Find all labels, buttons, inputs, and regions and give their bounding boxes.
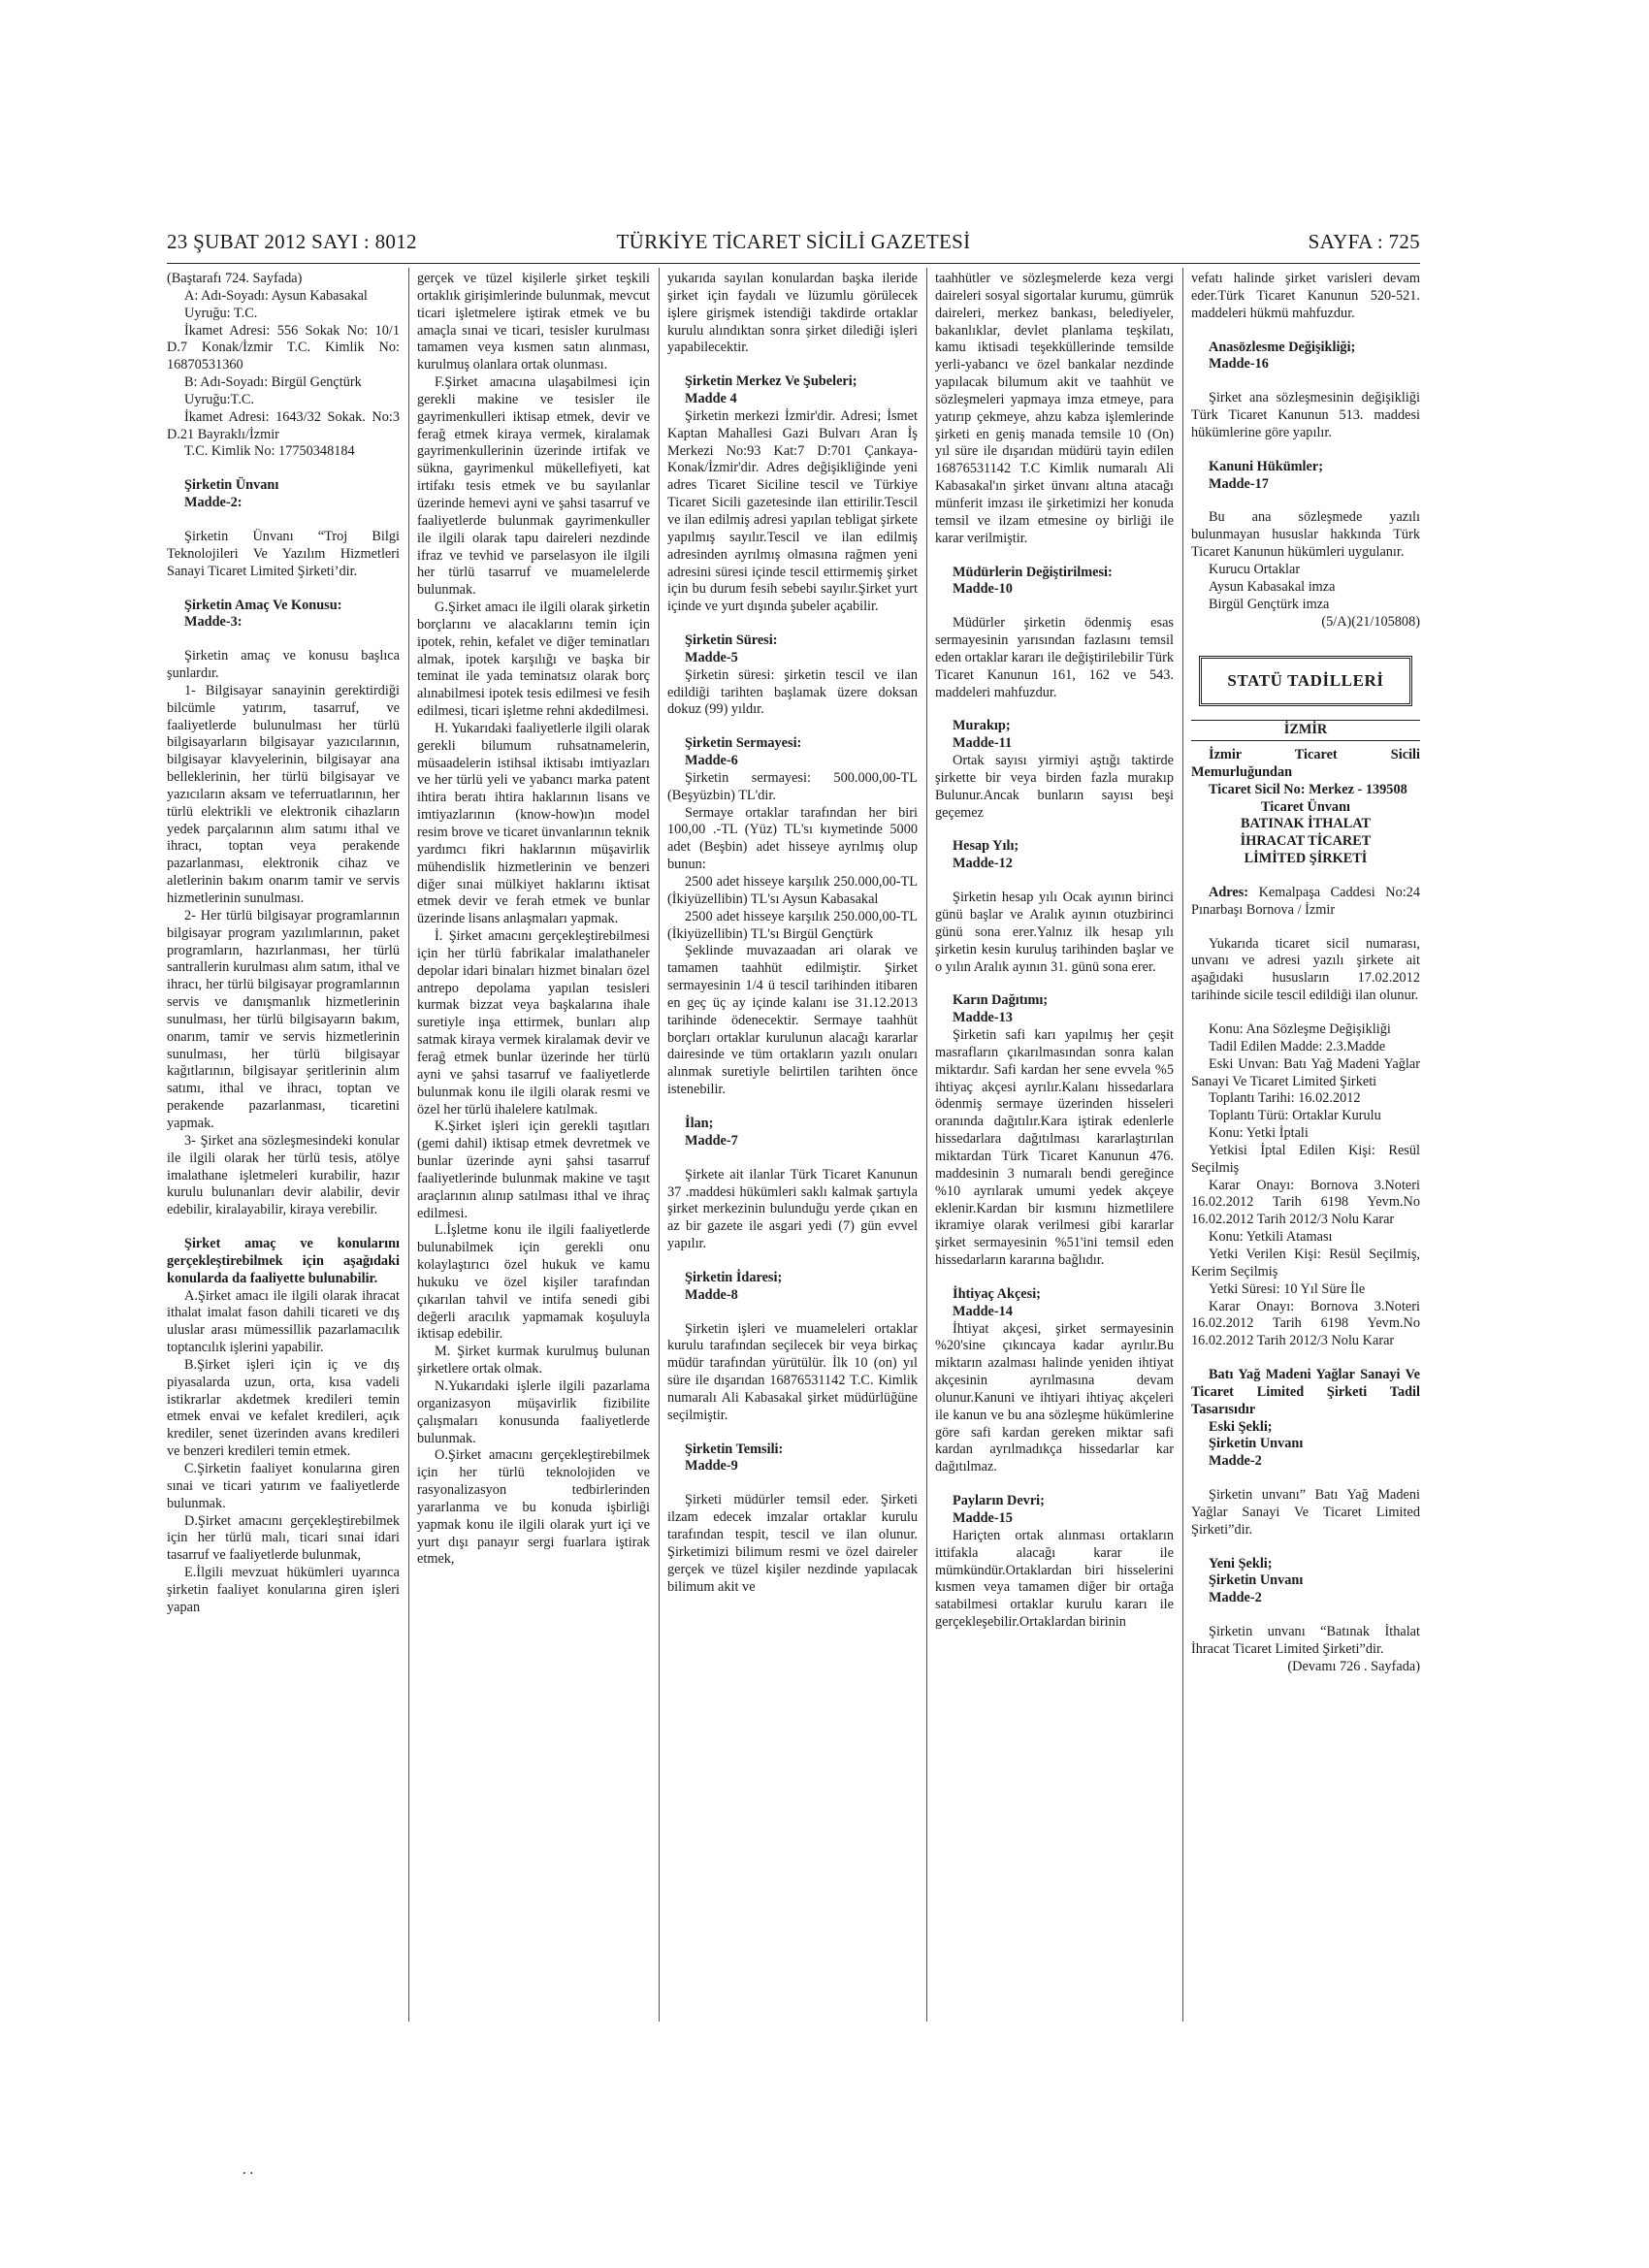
section-heading: Hesap Yılı; <box>953 838 1019 855</box>
section-heading: Eski Şekli; <box>1209 1418 1273 1435</box>
paragraph: Şeklinde muvazaadan ari olarak ve tamamen taahhüt edilmiştir. Şirket sermayesinin 1/4 ü tescil tarihinden itibaren en geç üç ay içinde kalanı ise 31.12.2013 tarihinde ödenecektir. Sermaye taahhüt borçları ortaklar kurulunun alacağı kararlar dairesinde ve tüm ortakların yazılı onuları alınmak suretiyle belirtilen tarihten önce istenebilir. <box>667 943 918 1098</box>
paragraph: E.İlgili mevzuat hükümleri uyarınca şirketin faaliyet konularına giren işleri yapan <box>167 1565 400 1615</box>
article-number: Madde-6 <box>685 753 738 769</box>
article-number: Madde-2 <box>1209 1453 1262 1470</box>
paragraph: Şirketin amaç ve konusu başlıca şunlardır. <box>167 648 400 682</box>
registry-entry: Toplantı Tarihi: 16.02.2012 <box>1209 1090 1361 1107</box>
section-heading: Müdürlerin Değiştirilmesi: <box>953 564 1113 580</box>
article-number: Madde-7 <box>685 1132 738 1149</box>
page-number: SAYFA : 725 <box>1308 230 1420 253</box>
column-4 <box>935 271 1174 2046</box>
paragraph: D.Şirket amacını gerçekleştirebilmek için her türlü malı, ticari sınai idari tasarruf ve faaliyetlerde bulunmak, <box>167 1512 400 1564</box>
section-heading: Şirketin Sermayesi: <box>685 735 802 752</box>
founder-a-name: A: Adı-Soyadı: Aysun Kabasakal <box>184 287 368 304</box>
column-divider <box>1182 268 1183 2022</box>
paragraph: C.Şirketin faaliyet konularına giren sınai ve ticari yatırım ve faaliyetlerde bulunmak. <box>167 1461 400 1511</box>
address-label: Adres: <box>1209 884 1249 900</box>
registry-entry: Konu: Ana Sözleşme Değişikliği <box>1209 1021 1391 1037</box>
section-heading: İhtiyaç Akçesi; <box>953 1285 1041 1302</box>
registry-entry: Yetki Süresi: 10 Yıl Süre İle <box>1209 1280 1366 1297</box>
paragraph: B.Şirket işleri için iç ve dış piyasalarda uzun, orta, kısa vadeli istikrarlar akdetmek kredileri temin etmek envai ve kefalet kredileri, açık krediler, senet üzerinden avans kredileri ve benzeri kredileri temin etmek. <box>167 1356 400 1460</box>
header-rule <box>167 263 1420 264</box>
paragraph: vefatı halinde şirket varisleri devam eder.Türk Ticaret Kanunun 520-521. maddeleri hükmü mahfuzdur. <box>1191 271 1420 321</box>
paragraph: M. Şirket kurmak kurulmuş bulunan şirketlere ortak olmak. <box>417 1344 650 1377</box>
section-heading: Şirketin Amaç Ve Konusu: <box>184 597 342 613</box>
section-heading: Şirket amaç ve konularını gerçekleştirebilmek için aşağıdaki konularda da faaliyette bulunabilir. <box>167 1236 400 1286</box>
section-heading: Kanuni Hükümler; <box>1209 458 1323 474</box>
paragraph: Sermaye ortaklar tarafından her biri 100,00 .-TL (Yüz) TL'sı kıymetinde 5000 adet (Beşbin) adet hisseye ayrılmış olup bunun: <box>667 804 918 873</box>
paragraph: taahhütler ve sözleşmelerde keza vergi daireleri sosyal sigortalar kurumu, gümrük daireleri, merkez bankası, belediyeler, bakanlıklar, devlet planlama teşkilatı, kamu iktisadi teşekküllerinde temsilde yerli-yabancı ve özel bankalar nezdinde yapılacak bilumum akit ve taahhüt ve sözleşmeleri yapmaya imza etmeye, para yatırıp çekmeye, ahzu kabza işlemlerinde şirketi en geniş manada temsile 10 (On) yıl süre ile dışarıdan müdürü tayin edilen 16876531142 T.C Kimlik numaralı Ali Kabasakal'ın şirket ünvanı altına atacağı münferit imzası ile şirketimizi her konuda temsil ve ilzam etmesine oy birliği ile karar verilmiştir. <box>935 271 1174 546</box>
paragraph: Şirketin süresi: şirketin tescil ve ilan edildiği tarihten başlamak üzere doksan dokuz (99) yıldır. <box>667 666 918 718</box>
paragraph: İhtiyat akçesi, şirket sermayesinin %20'sine çıkıncaya kadar ayrılır.Bu miktarın azalması halinde yeniden ihtiyat akçesinin ayrılmasına devam olunur.Kanuni ve ihtiyari ihtiyaç akçeleri ile kanun ve bu ana sözleşme hükümlerine göre safi kardan gereken miktar safi kardan ayrılmadıkça hissedarlar kar dağıtılmaz. <box>935 1320 1174 1475</box>
paragraph: Şirketin unvanı” Batı Yağ Madeni Yağlar Sanayi Ve Ticaret Limited Şirketi”dir. <box>1191 1487 1420 1538</box>
section-heading: Şirketin Merkez Ve Şubeleri; <box>685 373 857 390</box>
registry-entry: Toplantı Türü: Ortaklar Kurulu <box>1209 1108 1381 1124</box>
column-3 <box>667 271 918 2046</box>
article-number: Madde-11 <box>953 735 1013 752</box>
company-name-line: LİMİTED ŞİRKETİ <box>1244 851 1368 867</box>
paragraph: Şirketin hesap yılı Ocak ayının birinci günü başlar ve Aralık ayının otuzbirinci günü sona erer.Yalnız ilk hesap yılı şirketin kesin kuruluş tarihinden başlar ve o yılın Aralık ayının 31. günü sona erer. <box>935 890 1174 975</box>
founder-b-id: T.C. Kimlik No: 17750348184 <box>184 443 355 460</box>
paragraph: Şirkete ait ilanlar Türk Ticaret Kanunun 37 .maddesi hükümleri saklı kalmak şartıyla şirket merkezinin bulunduğu yerde çıkan en az bir gazete ile asgari yedi (7) gün evvel yapılır. <box>667 1166 918 1252</box>
article-number: Madde 4 <box>685 391 737 407</box>
issue-date: 23 ŞUBAT 2012 SAYI : 8012 <box>167 230 417 253</box>
paragraph: 3- Şirket ana sözleşmesindeki konular ile ilgili olarak her türlü tesis, atölye imalathane işletmeleri kurabilir, hazır kurulu bulunanları devir alabilir, devir edebilir, kiralayabilir, kiraya verebilir. <box>167 1132 400 1218</box>
section-heading: Şirketin Temsili: <box>685 1441 784 1457</box>
paragraph: Şirketin işleri ve muameleleri ortaklar kurulu tarafından seçilecek bir veya birkaç müdür tarafından yürütülür. İlk 10 (on) yıl süre ile dışarıdan 16876531142 T.C. Kimlik numaralı Ali Kabasakal şirket müdürlüğüne seçilmiştir. <box>667 1320 918 1423</box>
paragraph: 2500 adet hisseye karşılık 250.000,00-TL (İkiyüzellibin) TL'sı Birgül Gençtürk <box>667 908 918 942</box>
section-heading: Şirketin Unvanı <box>1209 1572 1304 1589</box>
section-heading: Batı Yağ Madeni Yağlar Sanayi Ve Ticaret Limited Şirketi Tadil Tasarısıdır <box>1191 1367 1420 1417</box>
article-number: Madde-8 <box>685 1286 738 1303</box>
column-1 <box>167 271 400 2046</box>
column-divider <box>659 268 660 2022</box>
city-heading: İZMİR <box>1191 720 1420 741</box>
paragraph: Bu ana sözleşmede yazılı bulunmayan hususlar hakkında Türk Ticaret Kanunun hükümleri uygulanır. <box>1191 509 1420 561</box>
paragraph: Hariçten ortak alınması ortakların ittifakla alacağı karar ile mümkündür.Ortaklardan biri hisselerini kısmen veya tamamen diğer bir ortağa satabilmesi ortaklar kurulu kararı ile gerçekleşebilir.Ortaklardan birinin <box>935 1527 1174 1631</box>
address-value: Kemalpaşa Caddesi No:24 Pınarbaşı Bornova / İzmir <box>1191 884 1420 918</box>
signatory: Aysun Kabasakal imza <box>1209 578 1336 595</box>
article-number: Madde-10 <box>953 581 1013 598</box>
registry-office: İzmir Ticaret Sicili Memurluğundan <box>1191 747 1420 780</box>
paragraph: 1- Bilgisayar sanayinin gerektirdiği bilcümle yatırım, tasarruf, ve faaliyetlerde bulunulması her türlü bilgisayarların bilgisayar yazıcılarının, bilgisayar klavyelerinin, bilgisayar ana belleklerinin, her türlü bilgisayar ve yazıcıların aksam ve teferruatlarının, her türlü elektrikli ve elektronik cihazların yedek parçalarının alım satımı ithal ve ihracı, toptan veya perakende pazarlanması, elektronik cihaz ve aletlerinin bakım onarım tamir ve servis hizmetlerinin sunulması. <box>167 682 400 906</box>
paragraph: N.Yukarıdaki işlerle ilgili pazarlama organizasyon müşavirlik fizibilite çalışmaları konusunda faaliyetlerde bulunmak. <box>417 1378 650 1446</box>
trade-name-label: Ticaret Ünvanı <box>1260 798 1350 815</box>
paragraph: L.İşletme konu ile ilgili faaliyetlerde bulunabilmek için gerekli onu kolaylaştırıcı özel hukuk ve kamu hukuku ve özel kişiler tarafından çıkarılan tahvil ve intifa senedi gibi değerli aracılık yapmamak koşuluyla iktisap edebilir. <box>417 1222 650 1343</box>
paragraph: Şirketi müdürler temsil eder. Şirketi ilzam edecek imzalar ortaklar kurulu tarafından tespit, tescil ve ilan olunur. Şirketimizi bilimum resmi ve özel daireler gerçek ve tüzel kişiler nezdinde yapılacak bilimum akit ve <box>667 1492 918 1595</box>
registry-entry: Yetki Verilen Kişi: Resül Seçilmiş, Kerim Seçilmiş <box>1191 1246 1420 1280</box>
column-divider <box>408 268 409 2022</box>
paragraph: Müdürler şirketin ödenmiş esas sermayesinin yarısından fazlasını temsil eden ortaklar kararı ile değiştirilebilir Türk Ticaret Kanunun 161, 162 ve 543. maddeleri mahfuzdur. <box>935 615 1174 700</box>
section-heading: Şirketin İdaresi; <box>685 1269 783 1285</box>
founder-a-address: İkamet Adresi: 556 Sokak No: 10/1 D.7 Konak/İzmir T.C. Kimlik No: 16870531360 <box>167 322 400 373</box>
section-heading: Karın Dağıtımı; <box>953 992 1049 1009</box>
page-header <box>167 226 1420 255</box>
reference-code: (5/A)(21/105808) <box>1321 613 1420 630</box>
section-heading: Şirketin Süresi: <box>685 632 778 649</box>
paragraph: Şirketin safi karı yapılmış her çeşit masrafların çıkarılmasından sonra kalan miktardır. Safi kardan her sene evvela %5 ihtiyaç akçesi ayrılır.Kalanı hissedarlara ödenmiş sermaye üzerinden hisseleri oranında dağıtılır.Kara iştirak edenlerle hissedarlara dağıtılması kararlaştırılan miktardan Türk Ticaret Kanunun 476. maddesinin 3 numaralı bendi gereğince %10 ayrılarak umumi yedek akçeye eklenir.Kardan bir kısmını hizmetlilere ikramiye olarak verilmesi gibi kararlar şirket sermayesinin %51'ini temsil eden hissedarların kararına bağlıdır. <box>935 1027 1174 1269</box>
paragraph: A.Şirket amacı ile ilgili olarak ihracat ithalat imalat fason dahili ticareti ve dış uluslar arası mümessillik pazarlamacılık toptancılık işlerini yapabilir. <box>167 1287 400 1356</box>
article-number: Madde-13 <box>953 1010 1013 1026</box>
paragraph: gerçek ve tüzel kişilerle şirket teşkili ortaklık girişimlerinde bulunmak, mevcut ticari işletmelere iştirak etmek ve bu amaçla sınai ve ticari, tesisler kurulması tamamen veya kısmen satın alınması, kurulmuş olanlara ortak olunması. <box>417 271 650 373</box>
article-number: Madde-9 <box>685 1458 738 1474</box>
paragraph: Şirketin merkezi İzmir'dir. Adresi; İsmet Kaptan Mahallesi Gazi Bulvarı Aran İş Merkezi No:93 Kat:7 D:701 Çankaya-Konak/İzmir'dir. Adres değişikliğinde yeni adres Ticaret Siciline tescil ve Türkiye Ticaret Sicili gazetesinde ilan ettirilir.Tescil ve ilan edilmiş adresi yapılan tebligat şirkete yapılmış sayılır.Tescil ve ilan edilmiş adresinden ayrılmış olmasına rağmen yeni adresini süresi içinde tescil ettirmemiş şirket için bu durum fesih sebebi sayılır.Şirket yurt içinde ve yurt dışında şubeler açabilir. <box>667 407 918 615</box>
continued-on: (Devamı 726 . Sayfada) <box>1287 1658 1420 1674</box>
article-number: Madde-17 <box>1209 475 1269 492</box>
company-name-line: İHRACAT TİCARET <box>1240 833 1372 850</box>
registry-entry: Yetkisi İptal Edilen Kişi: Resül Seçilmiş <box>1191 1142 1420 1176</box>
paragraph: H. Yukarıdaki faaliyetlerle ilgili olarak gerekli bilumum ruhsatnamelerin, müsaadelerin istihsal iktisabı imtiyazları ve her türlü yeli ve yabancı marka patent ihtira beratı ihtira haklarının lisans ve imtiyazlarının (know-how)ın model resim brove ve ticaret ünvanlarının teknik yardımcı fikri haklarının müşavirlik mühendislik hizmetlerinin ve benzeri diğer sınai mülkiyet haklarını iktisat etmek devir ve ferah etmek ve bunlar üzerinde lisans anlaşmaları yapmak. <box>417 720 650 927</box>
section-heading: Şirketin Ünvanı <box>184 477 279 494</box>
gazette-title: TÜRKİYE TİCARET SİCİLİ GAZETESİ <box>616 230 971 253</box>
paragraph: İ. Şirket amacını gerçekleştirebilmesi için her türlü fabrikalar imalathaneler depolar idari binaları hizmet binaları özel antrepo depolama yapılan tesisleri kurmak bizzat veya başkalarına ihale suretiyle inşa ettirmek, bunları alıp satmak kiraya vermek kiralamak devir ve ferağ etmek bunlar üzerinde her türlü ayni ve şahsi tasarruf ve faaliyetlerde bulunmak konu ile ilgili olarak resmi ve özel her türlü ihalelere katılmak. <box>417 928 650 1118</box>
section-heading: Şirketin Unvanı <box>1209 1436 1304 1452</box>
article-number: Madde-14 <box>953 1303 1013 1319</box>
paragraph: G.Şirket amacı ile ilgili olarak şirketin borçlarını ve alacaklarını temin için ipotek, rehin, kefalet ve diğer teminatları almak, ipotek karşılığı ve başka bir teminat ile yada teminatsız olarak borç alınabilmesi ipotek tesis edilmesi ve fesih edilmesi, ticari işletme rehni akdedilmesi. <box>417 599 650 720</box>
registry-entry: Konu: Yetkili Ataması <box>1209 1229 1333 1246</box>
registry-entry: Karar Onayı: Bornova 3.Noteri 16.02.2012 Tarih 6198 Yevm.No 16.02.2012 Tarih 2012/3 Nolu Karar <box>1191 1177 1420 1228</box>
column-5 <box>1191 271 1420 2046</box>
article-number: Madde-16 <box>1209 356 1269 373</box>
section-heading: Murakıp; <box>953 718 1011 734</box>
paragraph: Yukarıda ticaret sicil numarası, unvanı ve adresi yazılı şirkete ait aşağıdaki hususların 17.02.2012 tarihinde sicile tescil edildiği ilan olunur. <box>1191 935 1420 1004</box>
section-heading: Anasözlesme Değişikliği; <box>1209 339 1356 355</box>
paragraph: Şirket ana sözleşmesinin değişikliği Türk Ticaret Kanunun 513. maddesi hükümlerine göre yapılır. <box>1191 390 1420 440</box>
signatories-label: Kurucu Ortaklar <box>1209 561 1301 577</box>
paragraph: 2- Her türlü bilgisayar programlarının bilgisayar program yazılımlarının, paket programların, hazırlanması, her türlü santrallerin kurulması alım satım, ithal ve ihracı, her türlü bilgisayar programlarının servis ve danışmanlık hizmetlerinin sunulması, her türlü bilgisayarın bakım, onarım, tamir ve servis hizmetlerinin sunulması, her türlü bilgisayar kağıtlarının, bilgisayar şeritlerinin alım satımı, ithal ve ihracı, toptan ve perakende pazarlanması, ticaretini yapmak. <box>167 907 400 1131</box>
stray-mark: ٠٠ <box>241 2166 256 2181</box>
signatory: Birgül Gençtürk imza <box>1209 596 1330 612</box>
company-address <box>1191 885 1420 920</box>
column-2 <box>417 271 650 2046</box>
paragraph: Şirketin sermayesi: 500.000,00-TL (Beşyüzbin) TL'dir. <box>667 769 918 803</box>
article-number: Madde-5 <box>685 649 738 665</box>
column-divider <box>926 268 927 2022</box>
article-number: Madde-15 <box>953 1510 1013 1526</box>
section-heading: Yeni Şekli; <box>1209 1555 1273 1571</box>
founder-b-nationality: Uyruğu:T.C. <box>184 391 255 407</box>
registry-entry: Tadil Edilen Madde: 2.3.Madde <box>1209 1038 1386 1054</box>
article-number: Madde-3: <box>184 614 242 631</box>
founder-a-nationality: Uyruğu: T.C. <box>184 305 258 321</box>
registry-entry: Eski Unvan: Batı Yağ Madeni Yağlar Sanayi Ve Ticaret Limited Şirketi <box>1191 1055 1420 1089</box>
paragraph: Şirketin unvanı “Batınak İthalat İhracat Ticaret Limited Şirketi”dir. <box>1191 1624 1420 1657</box>
article-number: Madde-12 <box>953 856 1013 872</box>
section-heading: İlan; <box>685 1115 714 1131</box>
paragraph: yukarıda sayılan konulardan başka ileride şirket için faydalı ve lüzumlu görülecek işlere girişmek istendiği takdirde ortaklar kurulu alındıktan sonra şirket dilediği işleri yapabilecektir. <box>667 271 918 356</box>
registry-number: Ticaret Sicil No: Merkez - 139508 <box>1209 781 1407 797</box>
founder-b-address: İkamet Adresi: 1643/32 Sokak. No:3 D.21 Bayraklı/İzmir <box>167 408 400 442</box>
section-heading: Payların Devri; <box>953 1493 1045 1509</box>
founder-b-name: B: Adı-Soyadı: Birgül Gençtürk <box>184 374 362 391</box>
paragraph: Şirketin Ünvanı “Troj Bilgi Teknolojileri Ve Yazılım Hizmetleri Sanayi Ticaret Limited Şirketi’dir. <box>167 528 400 579</box>
paragraph: F.Şirket amacına ulaşabilmesi için gerekli makine ve tesisler ile gayrimenkulleri iktisap etmek, devir ve ferağ etmek kiraya vermek, kiralamak gayrimenkullerinin üzerinde irtifak ve sükna, gayrimenkul mükellefiyeti, kat irtifakı tesis etmek ve bu sayılanlar üzerinde hemevi ayni ve şahsi tasarruf ve faaliyetlerde bulunmak gayrimenkuller ile ilgili olarak tapu daireleri nezdinde ifraz ve tevhid ve parselasyon ile ilgili her türlü tasarruf ve muamelelerde bulunmak. <box>417 374 650 599</box>
company-name-line: BATINAK İTHALAT <box>1240 816 1372 832</box>
article-number: Madde-2: <box>184 495 242 511</box>
section-banner: STATÜ TADİLLERİ <box>1199 656 1412 706</box>
paragraph: K.Şirket işleri için gerekli taşıtları (gemi dahil) iktisap etmek devretmek ve bunlar üzerinde ayni şahsi tasarruf faaliyetlerinde bulunmak makine ve taşıt araçlarının alınıp satılması ithal ve ihraç edilmesi. <box>417 1118 650 1221</box>
paragraph: O.Şirket amacını gerçekleştirebilmek için her türlü teknolojiden ve rasyonalizasyon tedbirlerinden yararlanma ve bu konuda işbirliği yapmak konu ile ilgili olarak yurt içi ve yurt dışı panayır sergi fuarlara iştirak etmek, <box>417 1447 650 1568</box>
article-number: Madde-2 <box>1209 1590 1262 1606</box>
registry-entry: Konu: Yetki İptali <box>1209 1125 1309 1142</box>
paragraph: 2500 adet hisseye karşılık 250.000,00-TL (İkiyüzellibin) TL'sı Aysun Kabasakal <box>667 874 918 907</box>
paragraph: Ortak sayısı yirmiyi aştığı taktirde şirkette bir veya birden fazla murakıp Bulunur.Ancak bunların sayısı beşi geçemez <box>935 753 1174 821</box>
continued-from: (Baştarafı 724. Sayfada) <box>167 271 303 286</box>
registry-entry: Karar Onayı: Bornova 3.Noteri 16.02.2012 Tarih 6198 Yevm.No 16.02.2012 Tarih 2012/3 Nolu Karar <box>1191 1298 1420 1349</box>
